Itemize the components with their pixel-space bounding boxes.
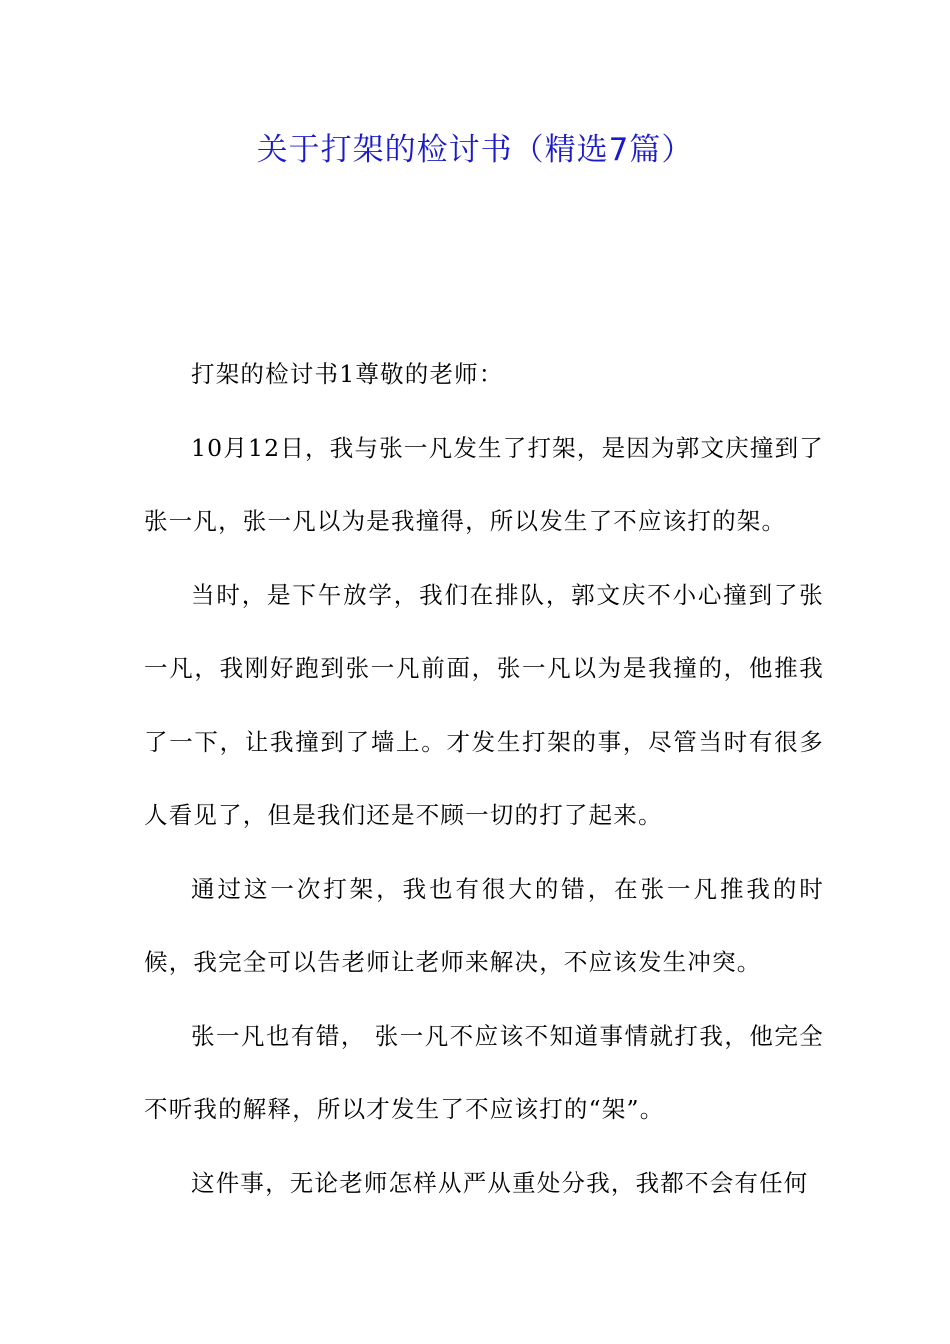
document-body [144, 338, 824, 1220]
paragraph: 这件事，无论老师怎样从严从重处分我，我都不会有任何 [191, 1168, 809, 1197]
paragraph-salutation: 打架的检讨书1尊敬的老师： [191, 360, 504, 388]
paragraph: 当时，是下午放学，我们在排队，郭文庆不小心撞到了张一凡，我刚好跑到张一凡前面，张一凡以为是我撞的，他推我了一下，让我撞到了墙上。才发生打架的事，尽管当时有很多人看见了，但是我们还是不顾一切的打了起来。 [144, 580, 824, 829]
paragraph: 通过这一次打架，我也有很大的错，在张一凡推我的时候，我完全可以告老师让老师来解决，不应该发生冲突。 [144, 874, 824, 976]
document-title: 关于打架的检讨书（精选7篇） [256, 132, 694, 168]
paragraph: 张一凡也有错， 张一凡不应该不知道事情就打我，他完全不听我的解释，所以才发生了不应该打的“架”。 [144, 1021, 824, 1123]
paragraph: 10月12日，我与张一凡发生了打架，是因为郭文庆撞到了张一凡，张一凡以为是我撞得，所以发生了不应该打的架。 [144, 433, 824, 535]
